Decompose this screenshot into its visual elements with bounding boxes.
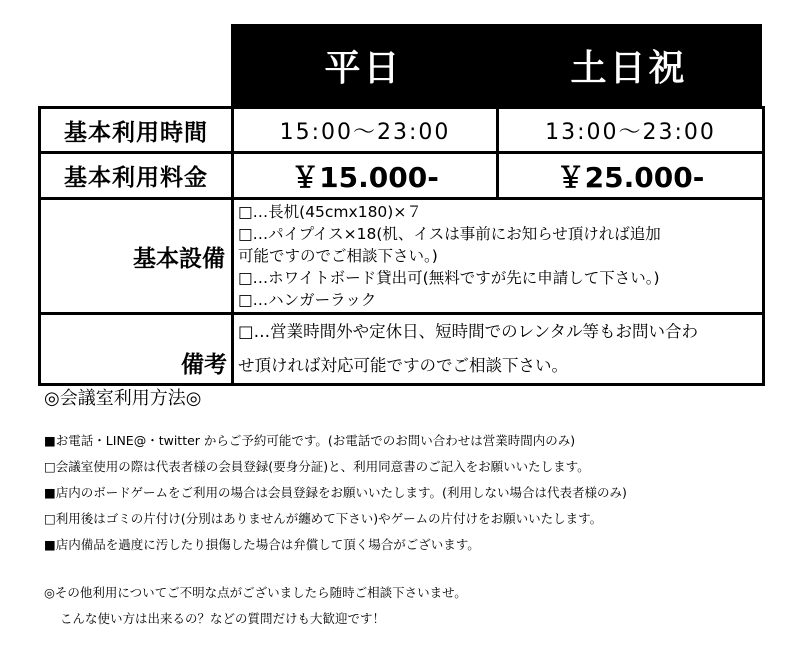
pricing-grid <box>38 106 765 386</box>
weekday-hours: 15:00～23:00 <box>233 108 498 153</box>
usage-rule: ■店内備品を過度に汚したり損傷した場合は弁償して頂く場合がございます。 <box>44 537 480 552</box>
notes-line: せ頂ければ対応可能ですのでご相談下さい。 <box>238 356 568 375</box>
equipment-list <box>233 199 764 314</box>
equipment-item: 可能ですのでご相談下さい。) <box>238 247 438 265</box>
equipment-label: 基本設備 <box>40 199 233 314</box>
basic-fee-label: 基本利用料金 <box>40 153 233 199</box>
pricing-header-row <box>38 24 762 106</box>
usage-rule: ■お電話・LINE@・twitter からご予約可能です。(お電話でのお問い合わせは営業時間内のみ) <box>44 433 576 448</box>
notes-label: 備考 <box>40 314 233 385</box>
basic-hours-label: 基本利用時間 <box>40 108 233 153</box>
other-inquiries <box>44 580 764 632</box>
equipment-item: □…ハンガーラック <box>238 291 377 309</box>
row-basic-hours <box>40 108 764 153</box>
usage-section <box>44 384 764 632</box>
weekend-fee: ￥25.000- <box>498 153 764 199</box>
weekday-fee: ￥15.000- <box>233 153 498 199</box>
usage-title: ◎会議室利用方法◎ <box>44 388 202 409</box>
equipment-item: □…長机(45cmx180)×７ <box>238 203 422 221</box>
equipment-item: □…パイプイス×18(机、イスは事前にお知らせ頂ければ追加 <box>238 225 661 243</box>
other-line: ◎その他利用についてご不明な点がございましたら随時ご相談下さいませ。 <box>44 585 467 600</box>
notes-line: □…営業時間外や定休日、短時間でのレンタル等もお問い合わ <box>238 322 699 341</box>
usage-rule: □会議室使用の際は代表者様の会員登録(要身分証)と、利用同意書のご記入をお願いいたします。 <box>44 459 590 474</box>
usage-rule: ■店内のボードゲームをご利用の場合は会員登録をお願いいたします。(利用しない場合は代表者様のみ) <box>44 485 627 500</box>
row-basic-fee <box>40 153 764 199</box>
pricing-table <box>38 24 762 386</box>
notes-text <box>233 314 764 385</box>
usage-rule: □利用後はゴミの片付け(分別はありませんが纏めて下さい)やゲームの片付けをお願いいたします。 <box>44 511 603 526</box>
header-spacer <box>38 24 231 106</box>
weekend-hours: 13:00～23:00 <box>498 108 764 153</box>
equipment-item: □…ホワイトボード貸出可(無料ですが先に申請して下さい。) <box>238 269 660 287</box>
row-equipment <box>40 199 764 314</box>
row-notes <box>40 314 764 385</box>
header-weekend-holiday: 土日祝 <box>496 24 762 106</box>
other-line: こんな使い方は出来るの？などの質問だけも大歓迎です！ <box>60 611 386 626</box>
header-weekday: 平日 <box>231 24 496 106</box>
